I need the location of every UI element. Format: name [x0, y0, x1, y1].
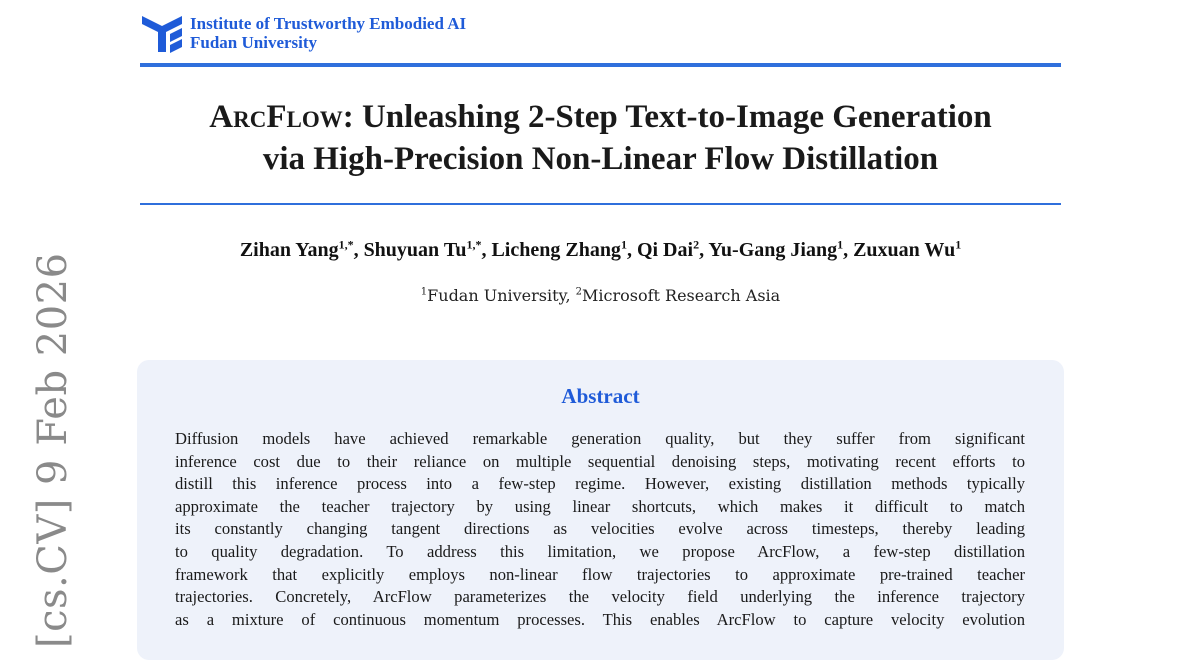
- author: Zuxuan Wu$^1$: [853, 237, 962, 261]
- abstract-line: distill this inference process into a few-step regime. However, existing distillation methods typically: [175, 474, 1025, 494]
- title-line1: [140, 96, 1061, 138]
- institute-name: [190, 14, 466, 52]
- title-line2: via High-Precision Non-Linear Flow Distillation: [262, 141, 939, 177]
- institute-line2: Fudan University: [190, 33, 318, 52]
- abstract-line: approximate the teacher trajectory by using linear shortcuts, which makes it difficult to match: [175, 496, 1025, 516]
- institute-line1: Institute of Trustworthy Embodied AI: [190, 14, 467, 33]
- abstract-line: framework that explicitly employs non-linear flow trajectories to approximate pre-trained teacher: [175, 564, 1025, 584]
- author: Zihan Yang$^{1,*}$: [239, 237, 354, 261]
- paper-title: [140, 96, 1061, 180]
- abstract-line: inference cost due to their reliance on multiple sequential denoising steps, motivating recent efforts to: [175, 451, 1025, 471]
- arxiv-stamp: [cs.CV] 9 Feb 2026: [30, 252, 76, 648]
- institute-header: [140, 12, 466, 54]
- abstract-line: to quality degradation. To address this limitation, we propose ArcFlow, a few-step distillation: [175, 541, 1025, 561]
- abstract-line: as a mixture of continuous momentum processes. This enables ArcFlow to capture velocity evolution: [175, 609, 1025, 629]
- author-list: Zihan Yang$^{1,*}$, Shuyuan $Tu^{1,*}$, Licheng Zhang$^1$, Qi Dai$^2$, Yu-Gang Jiang$^1$, Zuxuan Wu$^1$: [239, 237, 962, 261]
- title-rule: [140, 203, 1061, 205]
- abstract-line: its constantly changing tangent directions as velocities evolve across timesteps, thereby leading: [175, 519, 1025, 539]
- affiliation: Fudan University: [427, 286, 566, 305]
- abstract-body: [175, 428, 1025, 631]
- abstract-heading: Abstract: [561, 384, 640, 408]
- title-method-name: ArcFlow: [209, 99, 343, 135]
- author: Qi Dai$^2$: [636, 237, 700, 261]
- affiliation: Microsoft Research Asia: [582, 286, 781, 305]
- author: Shuyuan $Tu^{1,*}$: [363, 237, 482, 261]
- header-rule: [140, 63, 1061, 67]
- title-line1-rest: : Unleashing 2-Step Text-to-Image Generation: [342, 99, 992, 135]
- abstract-line: trajectories. Concretely, ArcFlow parameterizes the velocity field underlying the inference trajectory: [175, 587, 1025, 607]
- author: Licheng Zhang$^1$: [491, 237, 627, 261]
- institute-logo-icon: [140, 12, 184, 54]
- affiliations: $^1$Fudan University, $^2$Microsoft Research Asia: [420, 286, 781, 305]
- abstract-line: Diffusion models have achieved remarkable generation quality, but they suffer from significant: [175, 429, 1025, 448]
- author: Yu-Gang Jiang$^1$: [708, 237, 844, 261]
